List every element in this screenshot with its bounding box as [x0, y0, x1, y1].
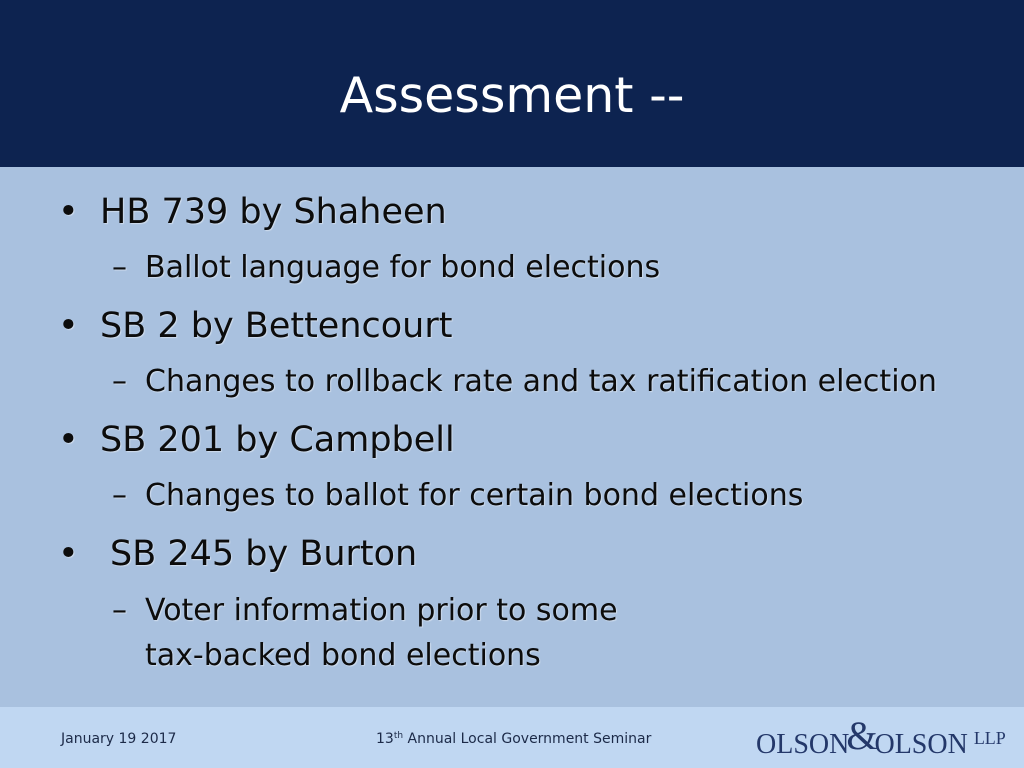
bullet-text: SB 2 by Bettencourt: [100, 306, 453, 346]
olson-olson-logo: [756, 713, 1006, 767]
sub-bullet-text: Ballot language for bond elections: [145, 250, 661, 285]
logo-word-1: OLSON: [756, 729, 850, 760]
sub-bullet-text: Changes to ballot for certain bond elections: [145, 478, 804, 513]
slide-header: [0, 0, 1024, 167]
bullet-dot-icon: •: [58, 534, 79, 574]
sub-bullet-text: tax-backed bond elections: [145, 638, 541, 673]
sub-bullet-item: [112, 474, 804, 518]
bullet-dot-icon: •: [58, 306, 79, 346]
footer-date: January 19 2017: [61, 731, 177, 747]
sub-bullet-item: [112, 589, 618, 633]
bullet-text: SB 201 by Campbell: [100, 420, 455, 460]
footer-seminar: [376, 731, 651, 747]
bullet-item: [58, 306, 453, 346]
bullet-item: [58, 192, 447, 232]
bullet-item: [58, 420, 455, 460]
slide-title: Assessment --: [339, 67, 685, 124]
sub-bullet-item: [112, 360, 937, 404]
sub-bullet-continuation: [145, 634, 541, 678]
seminar-title: Annual Local Government Seminar: [403, 731, 652, 747]
slide-footer: [0, 707, 1024, 768]
logo-word-2: OLSON: [874, 729, 968, 760]
dash-icon: –: [112, 593, 127, 628]
logo-suffix: LLP: [973, 728, 1006, 748]
bullet-dot-icon: •: [58, 192, 79, 232]
sub-bullet-item: [112, 246, 661, 290]
bullet-item: [58, 534, 418, 574]
bullet-dot-icon: •: [58, 420, 79, 460]
slide-content: [0, 167, 1024, 707]
dash-icon: –: [112, 364, 127, 399]
logo-ampersand: &: [846, 713, 878, 758]
dash-icon: –: [112, 250, 127, 285]
sub-bullet-text: Changes to rollback rate and tax ratification election: [145, 364, 937, 399]
sub-bullet-text: Voter information prior to some: [145, 593, 618, 628]
seminar-ordinal-suffix: th: [393, 731, 404, 741]
bullet-text: SB 245 by Burton: [110, 534, 418, 574]
seminar-number: 13: [376, 731, 394, 747]
bullet-text: HB 739 by Shaheen: [100, 192, 447, 232]
dash-icon: –: [112, 478, 127, 513]
